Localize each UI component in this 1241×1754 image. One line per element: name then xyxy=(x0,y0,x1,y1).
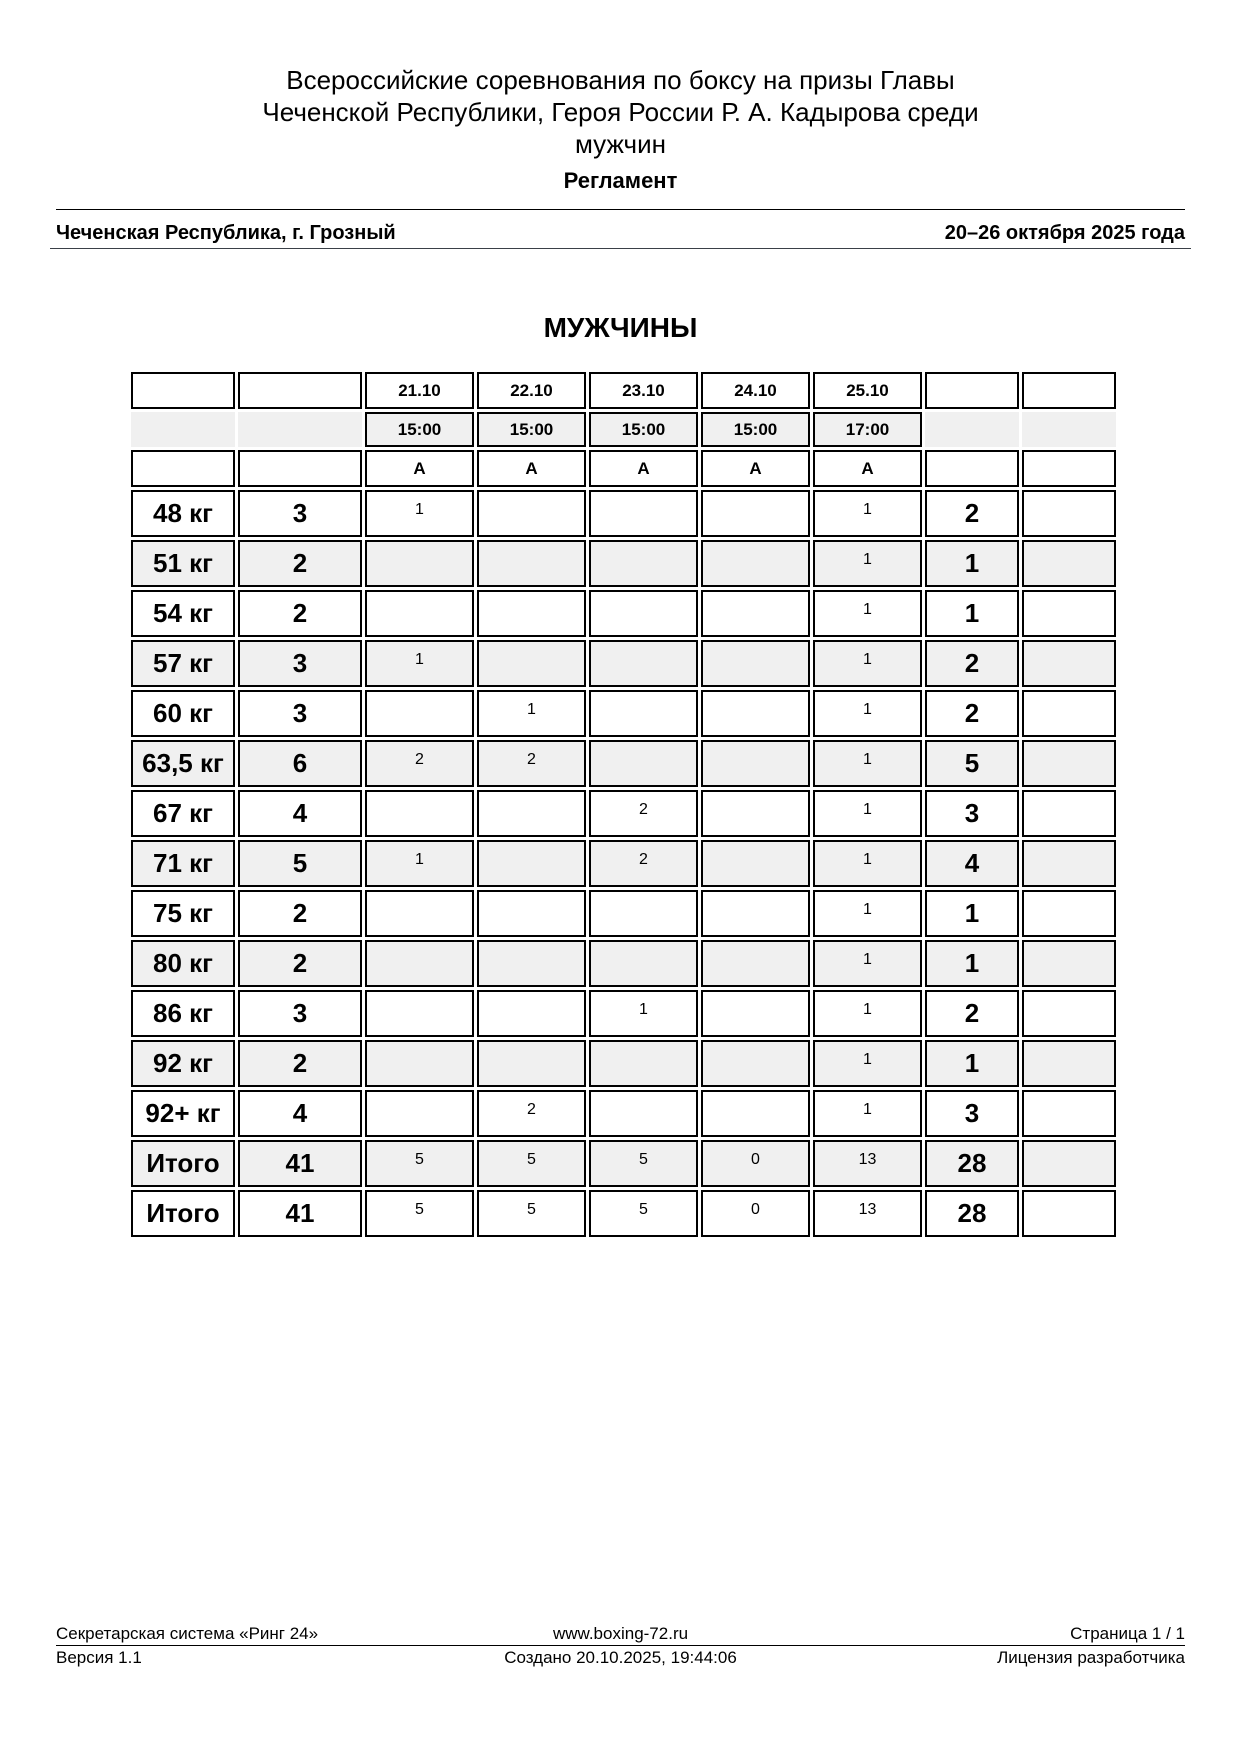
bouts-cell: 1 xyxy=(589,990,698,1037)
total-bouts-cell: 2 xyxy=(925,990,1019,1037)
bouts-cell: 1 xyxy=(813,690,922,737)
time-header-cell: 17:00 xyxy=(813,412,922,447)
bouts-cell: 1 xyxy=(813,990,922,1037)
bouts-cell xyxy=(701,790,810,837)
bouts-cell xyxy=(477,990,586,1037)
bouts-cell: 1 xyxy=(813,840,922,887)
time-header-cell: 15:00 xyxy=(701,412,810,447)
bouts-cell xyxy=(701,940,810,987)
weight-class-cell: 57 кг xyxy=(131,640,235,687)
participants-cell: 5 xyxy=(238,840,362,887)
bouts-cell xyxy=(477,790,586,837)
weight-class-cell: Итого xyxy=(131,1140,235,1187)
empty-cell xyxy=(1022,1090,1116,1137)
weight-class-row xyxy=(131,590,1116,637)
time-header-cell: 15:00 xyxy=(365,412,474,447)
empty-cell xyxy=(1022,740,1116,787)
bouts-cell xyxy=(477,640,586,687)
bouts-cell xyxy=(365,590,474,637)
participants-cell: 6 xyxy=(238,740,362,787)
bouts-cell: 13 xyxy=(813,1190,922,1237)
bouts-cell: 1 xyxy=(813,540,922,587)
bouts-cell: 1 xyxy=(365,840,474,887)
bouts-cell: 5 xyxy=(477,1140,586,1187)
bouts-cell: 1 xyxy=(813,790,922,837)
bouts-cell: 2 xyxy=(477,740,586,787)
bouts-cell xyxy=(365,790,474,837)
total-bouts-cell: 1 xyxy=(925,590,1019,637)
dates-text: 20–26 октября 2025 года xyxy=(944,222,1185,244)
bouts-cell xyxy=(477,890,586,937)
footer-system: Секретарская система «Ринг 24» xyxy=(56,1624,319,1643)
bouts-cell: 2 xyxy=(589,790,698,837)
participants-cell: 2 xyxy=(238,1040,362,1087)
total-bouts-cell: 1 xyxy=(925,1040,1019,1087)
bouts-cell: 5 xyxy=(589,1190,698,1237)
bouts-cell xyxy=(701,1040,810,1087)
participants-cell: 4 xyxy=(238,1090,362,1137)
total-bouts-cell: 3 xyxy=(925,1090,1019,1137)
total-bouts-cell: 3 xyxy=(925,790,1019,837)
weight-class-cell: Итого xyxy=(131,1190,235,1237)
empty-cell xyxy=(1022,940,1116,987)
date-header-cell: 21.10 xyxy=(365,372,474,409)
regulation-table xyxy=(128,369,1119,1240)
footer-website: www.boxing-72.ru xyxy=(552,1624,689,1643)
total-bouts-cell: 2 xyxy=(925,490,1019,537)
header-empty-cell xyxy=(1022,450,1116,487)
total-bouts-cell: 28 xyxy=(925,1140,1019,1187)
bouts-cell xyxy=(589,590,698,637)
participants-cell: 2 xyxy=(238,590,362,637)
bouts-cell xyxy=(365,690,474,737)
weight-class-row xyxy=(131,490,1116,537)
title-line: Чеченской Республики, Героя России Р. А. Кадырова среди xyxy=(262,97,979,127)
bouts-cell xyxy=(589,540,698,587)
empty-cell xyxy=(1022,490,1116,537)
weight-class-row xyxy=(131,790,1116,837)
participants-cell: 2 xyxy=(238,940,362,987)
bouts-cell: 2 xyxy=(365,740,474,787)
weight-class-row xyxy=(131,640,1116,687)
total-bouts-cell: 1 xyxy=(925,540,1019,587)
participants-cell: 2 xyxy=(238,890,362,937)
weight-class-cell: 48 кг xyxy=(131,490,235,537)
time-header-cell: 15:00 xyxy=(589,412,698,447)
participants-cell: 3 xyxy=(238,690,362,737)
bouts-cell: 1 xyxy=(813,490,922,537)
bouts-cell xyxy=(589,690,698,737)
bouts-cell xyxy=(589,940,698,987)
total-bouts-cell: 28 xyxy=(925,1190,1019,1237)
empty-cell xyxy=(1022,840,1116,887)
venue-row xyxy=(56,222,1185,245)
bouts-cell xyxy=(701,590,810,637)
empty-cell xyxy=(1022,1190,1116,1237)
bouts-cell: 13 xyxy=(813,1140,922,1187)
date-header-cell: 23.10 xyxy=(589,372,698,409)
header-empty-cell xyxy=(238,372,362,409)
bouts-cell: 1 xyxy=(813,640,922,687)
empty-cell xyxy=(1022,590,1116,637)
section-title: МУЖЧИНЫ xyxy=(543,312,698,343)
title-line: мужчин xyxy=(575,129,666,159)
bouts-cell xyxy=(589,890,698,937)
bouts-cell xyxy=(701,490,810,537)
weight-class-cell: 60 кг xyxy=(131,690,235,737)
bouts-cell: 1 xyxy=(813,890,922,937)
total-bouts-cell: 2 xyxy=(925,640,1019,687)
total-bouts-cell: 4 xyxy=(925,840,1019,887)
ring-header-cell: A xyxy=(701,450,810,487)
bouts-cell xyxy=(589,1040,698,1087)
ring-header-cell: A xyxy=(477,450,586,487)
weight-class-row xyxy=(131,1090,1116,1137)
date-header-cell: 25.10 xyxy=(813,372,922,409)
bouts-cell xyxy=(477,540,586,587)
bouts-cell: 5 xyxy=(365,1140,474,1187)
bouts-cell xyxy=(589,640,698,687)
ring-header-cell: A xyxy=(589,450,698,487)
total-bouts-cell: 2 xyxy=(925,690,1019,737)
footer-license: Лицензия разработчика xyxy=(997,1648,1185,1667)
footer-page-number: Страница 1 / 1 xyxy=(1070,1624,1185,1643)
weight-class-row xyxy=(131,890,1116,937)
weight-class-cell: 92+ кг xyxy=(131,1090,235,1137)
header-empty-cell xyxy=(925,372,1019,409)
weight-class-row xyxy=(131,940,1116,987)
bouts-cell: 1 xyxy=(365,640,474,687)
header-empty-cell xyxy=(1022,412,1116,447)
footer-version: Версия 1.1 xyxy=(56,1648,142,1667)
empty-cell xyxy=(1022,990,1116,1037)
weight-class-cell: 92 кг xyxy=(131,1040,235,1087)
participants-cell: 3 xyxy=(238,490,362,537)
empty-cell xyxy=(1022,540,1116,587)
bouts-cell xyxy=(477,840,586,887)
document-subtitle: Регламент xyxy=(563,168,678,193)
bouts-cell xyxy=(701,640,810,687)
bouts-cell: 1 xyxy=(813,590,922,637)
participants-cell: 41 xyxy=(238,1140,362,1187)
bouts-cell xyxy=(477,590,586,637)
empty-cell xyxy=(1022,890,1116,937)
participants-cell: 3 xyxy=(238,990,362,1037)
bouts-cell xyxy=(701,1090,810,1137)
weight-class-row xyxy=(131,690,1116,737)
time-header-cell: 15:00 xyxy=(477,412,586,447)
total-bouts-cell: 1 xyxy=(925,890,1019,937)
empty-cell xyxy=(1022,690,1116,737)
total-bouts-cell: 1 xyxy=(925,940,1019,987)
participants-cell: 41 xyxy=(238,1190,362,1237)
header-empty-cell xyxy=(925,450,1019,487)
weight-class-cell: 54 кг xyxy=(131,590,235,637)
weight-class-cell: 63,5 кг xyxy=(131,740,235,787)
footer-created: Создано 20.10.2025, 19:44:06 xyxy=(504,1648,737,1667)
bouts-cell xyxy=(365,940,474,987)
weight-class-row xyxy=(131,1140,1116,1187)
header-empty-cell xyxy=(238,412,362,447)
bouts-cell: 2 xyxy=(477,1090,586,1137)
bouts-cell xyxy=(701,840,810,887)
title-line: Всероссийские соревнования по боксу на призы Главы xyxy=(286,65,955,95)
header-empty-cell xyxy=(131,450,235,487)
weight-class-row xyxy=(131,540,1116,587)
bouts-cell xyxy=(365,1040,474,1087)
header-empty-cell xyxy=(925,412,1019,447)
bouts-cell: 2 xyxy=(589,840,698,887)
bouts-cell: 5 xyxy=(365,1190,474,1237)
participants-cell: 4 xyxy=(238,790,362,837)
empty-cell xyxy=(1022,1040,1116,1087)
participants-cell: 2 xyxy=(238,540,362,587)
weight-class-cell: 75 кг xyxy=(131,890,235,937)
bouts-cell xyxy=(701,540,810,587)
bouts-cell xyxy=(701,990,810,1037)
bouts-cell: 0 xyxy=(701,1190,810,1237)
bouts-cell xyxy=(365,1090,474,1137)
bouts-cell: 5 xyxy=(477,1190,586,1237)
header-empty-cell xyxy=(131,412,235,447)
header-divider-bottom xyxy=(50,248,1191,249)
weight-class-row xyxy=(131,740,1116,787)
bouts-cell xyxy=(477,490,586,537)
weight-class-row xyxy=(131,1040,1116,1087)
date-header-row xyxy=(131,372,1116,409)
bouts-cell xyxy=(477,940,586,987)
bouts-cell xyxy=(701,740,810,787)
bouts-cell xyxy=(701,890,810,937)
bouts-cell xyxy=(589,1090,698,1137)
bouts-cell: 5 xyxy=(589,1140,698,1187)
bouts-cell: 1 xyxy=(813,940,922,987)
time-header-row xyxy=(131,412,1116,447)
header-empty-cell xyxy=(1022,372,1116,409)
empty-cell xyxy=(1022,790,1116,837)
empty-cell xyxy=(1022,640,1116,687)
bouts-cell: 1 xyxy=(365,490,474,537)
total-bouts-cell: 5 xyxy=(925,740,1019,787)
participants-cell: 3 xyxy=(238,640,362,687)
bouts-cell xyxy=(365,990,474,1037)
bouts-cell xyxy=(589,740,698,787)
weight-class-cell: 71 кг xyxy=(131,840,235,887)
date-header-cell: 24.10 xyxy=(701,372,810,409)
bouts-cell xyxy=(365,540,474,587)
weight-class-cell: 51 кг xyxy=(131,540,235,587)
weight-class-row xyxy=(131,990,1116,1037)
bouts-cell xyxy=(701,690,810,737)
bouts-cell: 1 xyxy=(813,740,922,787)
document-title xyxy=(0,64,1241,160)
date-header-cell: 22.10 xyxy=(477,372,586,409)
ring-header-cell: A xyxy=(813,450,922,487)
ring-header-row xyxy=(131,450,1116,487)
header-empty-cell xyxy=(131,372,235,409)
bouts-cell xyxy=(365,890,474,937)
weight-class-cell: 67 кг xyxy=(131,790,235,837)
bouts-cell: 1 xyxy=(477,690,586,737)
empty-cell xyxy=(1022,1140,1116,1187)
bouts-cell: 1 xyxy=(813,1040,922,1087)
bouts-cell xyxy=(477,1040,586,1087)
bouts-cell xyxy=(589,490,698,537)
ring-header-cell: A xyxy=(365,450,474,487)
header-empty-cell xyxy=(238,450,362,487)
header-divider xyxy=(56,209,1185,210)
weight-class-cell: 86 кг xyxy=(131,990,235,1037)
weight-class-cell: 80 кг xyxy=(131,940,235,987)
bouts-cell: 0 xyxy=(701,1140,810,1187)
bouts-cell: 1 xyxy=(813,1090,922,1137)
weight-class-row xyxy=(131,1190,1116,1237)
weight-class-row xyxy=(131,840,1116,887)
footer-divider xyxy=(56,1645,1185,1646)
location-text: Чеченская Республика, г. Грозный xyxy=(56,222,396,244)
